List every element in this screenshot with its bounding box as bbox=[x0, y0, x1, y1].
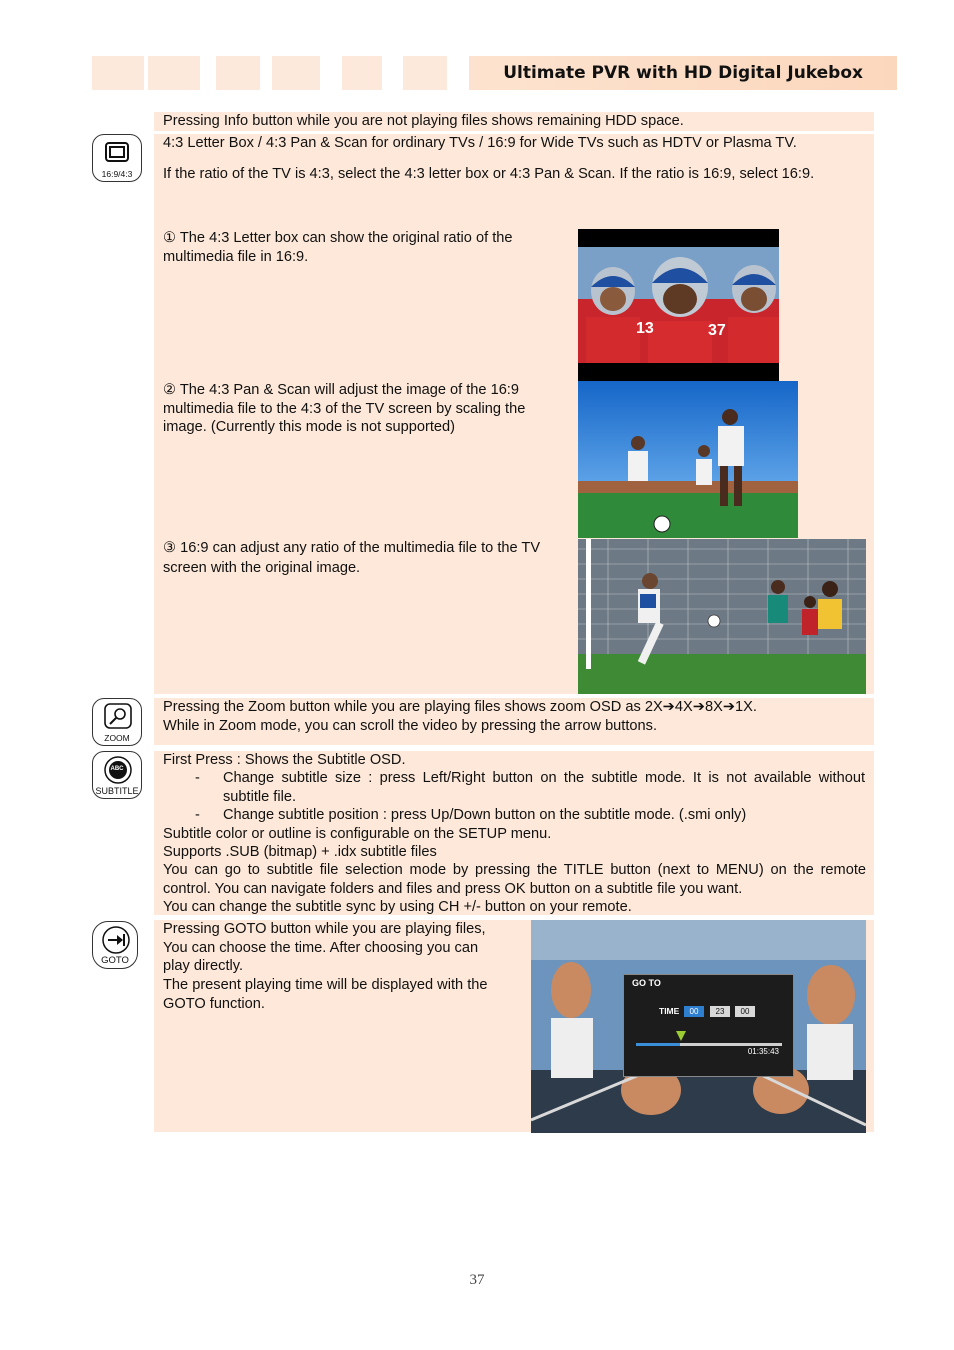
subtitle-bullet-1: Change subtitle size : press Left/Right button on the subtitle mode. It is not available without subtitle file. bbox=[223, 770, 865, 805]
subtitle-bullet-dash-1: - bbox=[195, 770, 200, 786]
aspect-item-1: ① The 4:3 Letter box can show the original ratio of the multimedia file in 16:9. bbox=[163, 230, 513, 265]
aspect-intro: 4:3 Letter Box / 4:3 Pan & Scan for ordinary TVs / 16:9 for Wide TVs such as HDTV or Plasma TV. bbox=[163, 135, 797, 151]
zoom-line-1: Pressing the Zoom button while you are playing files shows zoom OSD as 2X➔4X➔8X➔1X. bbox=[163, 699, 757, 715]
subtitle-line-6: You can change the subtitle sync by using CH +/- button on your remote. bbox=[163, 899, 632, 915]
aspect-item-3: ③ 16:9 can adjust any ratio of the multimedia file to the TV screen with the original image. bbox=[163, 540, 541, 576]
skip-to-icon bbox=[93, 922, 139, 958]
widescreen-photo bbox=[578, 539, 866, 694]
header-deco-1 bbox=[92, 56, 144, 90]
subtitle-bullet-2: Change subtitle position : press Up/Down button on the subtitle mode. (.smi only) bbox=[223, 807, 747, 823]
goto-osd-elapsed: 01:35:43 bbox=[747, 1047, 779, 1056]
header-deco-6 bbox=[403, 56, 447, 90]
zoom-icon-label: ZOOM bbox=[104, 733, 130, 743]
svg-text:13: 13 bbox=[636, 320, 654, 337]
subtitle-bullet-dash-2: - bbox=[195, 807, 200, 823]
aspect-item-2: ② The 4:3 Pan & Scan will adjust the image of the 16:9 multimedia file to the 4:3 of the TV screen by scaling the image. (Currently this mode is not supported) bbox=[163, 382, 526, 435]
goto-osd-hours[interactable]: 00 bbox=[684, 1006, 704, 1017]
goto-osd-progress-fill bbox=[636, 1043, 680, 1046]
goto-paragraph-2: The present playing time will be displayed with the GOTO function. bbox=[163, 977, 488, 1012]
page-header-title: Ultimate PVR with HD Digital Jukebox bbox=[469, 56, 897, 90]
svg-text:37: 37 bbox=[708, 322, 726, 339]
subtitle-icon-inner: ABC bbox=[110, 766, 124, 772]
goto-osd-marker-icon bbox=[676, 1031, 686, 1041]
magnifier-icon bbox=[93, 699, 143, 735]
aspect-icon-label: 16:9/4:3 bbox=[101, 169, 133, 179]
info-text: Pressing Info button while you are not playing files shows remaining HDD space. bbox=[163, 113, 684, 129]
goto-photo bbox=[531, 920, 866, 1133]
page-number: 37 bbox=[469, 1272, 485, 1288]
header-deco-5 bbox=[342, 56, 382, 90]
screen-icon bbox=[93, 137, 143, 173]
aspect-ratio-button-icon bbox=[92, 134, 142, 182]
subtitle-button-icon bbox=[92, 751, 142, 799]
subtitle-line-4: Supports .SUB (bitmap) + .idx subtitle files bbox=[163, 844, 437, 860]
letterbox-photo bbox=[578, 229, 779, 381]
goto-button-icon bbox=[92, 921, 138, 969]
goto-osd-minutes[interactable]: 23 bbox=[710, 1006, 730, 1017]
goto-icon-label: GOTO bbox=[101, 955, 129, 966]
subtitle-icon-label: SUBTITLE bbox=[95, 786, 139, 796]
goto-osd-time-label: TIME bbox=[659, 1006, 680, 1016]
zoom-line-2: While in Zoom mode, you can scroll the video by pressing the arrow buttons. bbox=[163, 718, 657, 734]
header-deco-3 bbox=[216, 56, 260, 90]
goto-paragraph-1: Pressing GOTO button while you are playing files, You can choose the time. After choosing you can play directly. bbox=[163, 921, 486, 974]
pan-scan-photo bbox=[578, 381, 798, 538]
subtitle-line-5: You can go to subtitle file selection mode by pressing the TITLE button (next to MENU) on the remote control. You can navigate folders and files and press OK button on a subtitle file you want. bbox=[163, 862, 866, 897]
goto-osd bbox=[623, 974, 794, 1077]
header-deco-2 bbox=[148, 56, 200, 90]
subtitle-line-3: Subtitle color or outline is configurable on the SETUP menu. bbox=[163, 826, 552, 842]
header-deco-4 bbox=[272, 56, 320, 90]
goto-osd-seconds[interactable]: 00 bbox=[735, 1006, 755, 1017]
subtitle-first-press: First Press : Shows the Subtitle OSD. bbox=[163, 752, 406, 768]
goto-osd-progress-track bbox=[636, 1043, 782, 1046]
goto-osd-title: GO TO bbox=[632, 978, 661, 988]
zoom-button-icon bbox=[92, 698, 142, 746]
aspect-paragraph: If the ratio of the TV is 4:3, select the 4:3 letter box or 4:3 Pan & Scan. If the ratio is 16:9, select 16:9. bbox=[163, 166, 815, 182]
